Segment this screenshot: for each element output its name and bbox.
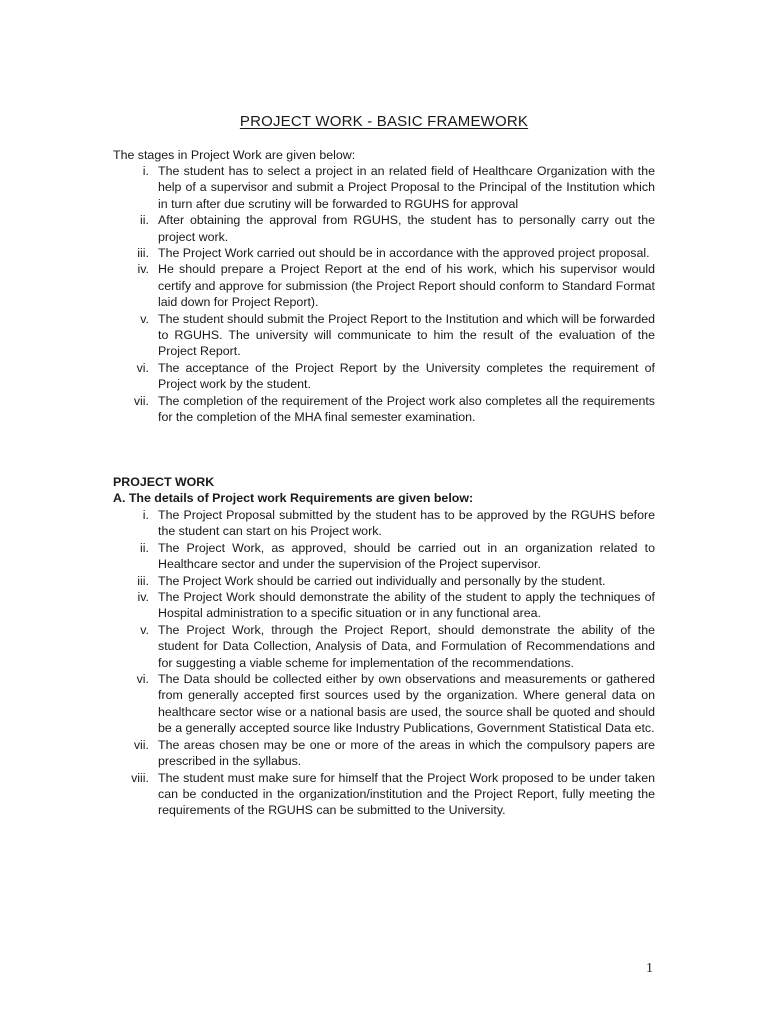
item-number: ii.: [140, 213, 149, 228]
item-text: The student has to select a project in an related field of Healthcare Organization with the help of a supervisor and submit a Project Proposal to the Principal of the Institution which in turn after due scrutiny will be forwarded to RGUHS for approval: [158, 164, 655, 211]
requirements-list: [113, 507, 655, 819]
section-heading: PROJECT WORK: [113, 475, 215, 489]
item-text: The student should submit the Project Report to the Institution and which will be forwarded to RGUHS. The university will communicate to him the result of the evaluation of the Project Report.: [158, 311, 655, 359]
list-item: [113, 163, 655, 212]
item-text: The Project Work carried out should be in accordance with the approved project proposal.: [158, 246, 650, 261]
item-number: vii.: [133, 393, 149, 408]
item-text: The Project Work, as approved, should be carried out in an organization related to Healthcare sector and under the supervision of the Project supervisor.: [158, 540, 655, 572]
list-item: [113, 540, 655, 573]
item-number: viii.: [131, 770, 149, 785]
item-text: After obtaining the approval from RGUHS, the student has to personally carry out the project work.: [158, 213, 655, 244]
intro-text: The stages in Project Work are given below:: [113, 148, 356, 162]
list-item: [113, 360, 655, 393]
item-number: v.: [140, 622, 149, 637]
list-item: [113, 311, 655, 360]
page-number: 1: [646, 961, 653, 976]
item-text: The Project Work, through the Project Report, should demonstrate the ability of the student for Data Collection, Analysis of Data, and Formulation of Recommendations and for suggesting a viable scheme for implementation of the recommendations.: [158, 622, 655, 670]
document-title: PROJECT WORK - BASIC FRAMEWORK: [239, 113, 529, 130]
item-number: i.: [142, 508, 149, 522]
item-number: i.: [142, 164, 149, 178]
section-subheading: A. The details of Project work Requirements are given below:: [113, 491, 474, 505]
item-text: The student must make sure for himself that the Project Work proposed to be under taken can be conducted in the organization/institution and the Project Report, fully meeting the requirements of the RGUHS can be submitted to the University.: [158, 770, 655, 818]
item-number: ii.: [140, 540, 149, 555]
list-item: [113, 212, 655, 245]
list-item: [113, 245, 655, 261]
item-number: vii.: [133, 737, 149, 752]
item-text: The completion of the requirement of the Project work also completes all the requirements for the completion of the MHA final semester examination.: [158, 393, 655, 425]
list-item: [113, 622, 655, 671]
item-number: vi.: [136, 672, 149, 687]
item-text: He should prepare a Project Report at the end of his work, which his supervisor would certify and approve for submission (the Project Report should conform to Standard Format laid down for Project Report).: [158, 262, 655, 310]
item-number: iii.: [137, 246, 149, 261]
list-item: [113, 573, 655, 589]
item-text: The acceptance of the Project Report by the University completes the requirement of Project work by the student.: [158, 360, 655, 392]
item-text: The Project Work should demonstrate the ability of the student to apply the techniques of Hospital administration to a specific situation or in any functional area.: [158, 590, 655, 621]
item-text: The areas chosen may be one or more of the areas in which the compulsory papers are prescribed in the syllabus.: [158, 737, 655, 769]
list-item: [113, 261, 655, 310]
list-item: [113, 671, 655, 737]
item-number: v.: [140, 311, 149, 326]
list-item: [113, 393, 655, 426]
list-item: [113, 589, 655, 622]
item-number: vi.: [136, 360, 149, 375]
item-number: iv.: [137, 262, 149, 277]
list-item: [113, 507, 655, 540]
item-text: The Project Work should be carried out individually and personally by the student.: [158, 573, 606, 588]
item-number: iv.: [137, 590, 149, 605]
item-text: The Data should be collected either by own observations and measurements or gathered from generally accepted first sources used by the organization. Where general data on healthcare sector wise or a national basis are used, the source shall be quoted and should be a generally accepted source like Industry Publications, Government Statistical Data etc.: [158, 672, 655, 736]
list-item: [113, 770, 655, 819]
list-item: [113, 737, 655, 770]
stages-list: [113, 163, 655, 426]
item-number: iii.: [137, 573, 149, 588]
item-text: The Project Proposal submitted by the student has to be approved by the RGUHS before the student can start on his Project work.: [158, 508, 655, 539]
